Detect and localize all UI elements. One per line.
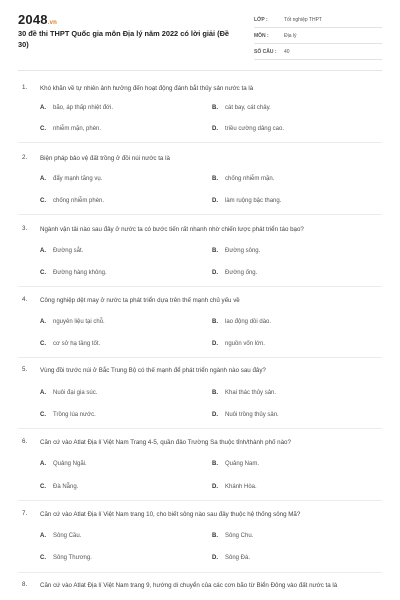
answer-option[interactable]: A. Đường sắt. bbox=[40, 248, 84, 254]
answer-option[interactable]: A. bão, áp thấp nhiệt đới. bbox=[40, 105, 113, 111]
logo-suffix-text: .vn bbox=[47, 20, 58, 26]
answer-option[interactable]: B. Quảng Nam. bbox=[212, 461, 260, 467]
question-divider bbox=[18, 357, 382, 358]
answer-option[interactable]: C. cơ sở hạ tầng tốt. bbox=[40, 341, 101, 347]
question-text: Ngành vận tải nào sau đây ở nước ta có bước tiến rất nhanh nhờ chiến lược phát triển táo bạo? bbox=[40, 226, 304, 233]
answer-option[interactable]: B. chống nhiễm mặn. bbox=[212, 176, 275, 182]
answer-option[interactable]: D. Khánh Hòa. bbox=[212, 484, 257, 490]
meta-key: LỚP : bbox=[254, 16, 268, 23]
question-divider bbox=[18, 286, 382, 287]
question-number: 8. bbox=[22, 581, 28, 588]
question-number: 3. bbox=[22, 225, 28, 232]
question-text: Căn cứ vào Atlat Địa lí Việt Nam trang 10, cho biết sông nào sau đây thuộc hệ thống sông Mã? bbox=[40, 511, 301, 518]
answer-option[interactable]: D. Nuôi trồng thủy sản. bbox=[212, 412, 279, 418]
answer-option[interactable]: C. chống nhiễm phèn. bbox=[40, 198, 105, 204]
question-text: Vùng đồi trước núi ở Bắc Trung Bộ có thế mạnh để phát triển ngành nào sau đây? bbox=[40, 367, 266, 374]
question-divider bbox=[18, 142, 382, 143]
question-text: Công nghiệp dệt may ở nước ta phát triển dựa trên thế mạnh chủ yếu về bbox=[40, 297, 240, 304]
answer-option[interactable]: D. triều cường dâng cao. bbox=[212, 126, 284, 132]
question-text: Khó khăn về tự nhiên ảnh hưởng đến hoạt động đánh bắt thủy sản nước ta là bbox=[40, 85, 254, 92]
meta-key: MÔN : bbox=[254, 32, 269, 39]
answer-option[interactable]: A. đẩy mạnh tăng vụ. bbox=[40, 176, 103, 182]
question-number: 2. bbox=[22, 154, 28, 161]
logo-main-text: 2048 bbox=[18, 12, 48, 27]
answer-option[interactable]: D. làm ruộng bậc thang. bbox=[212, 198, 282, 204]
question-divider bbox=[18, 572, 382, 573]
answer-option[interactable]: D. Đường ống. bbox=[212, 270, 258, 276]
answer-option[interactable]: A. Quảng Ngãi. bbox=[40, 461, 87, 467]
answer-option[interactable]: B. lao động dồi dào. bbox=[212, 319, 272, 325]
answer-option[interactable]: C. Đường hàng không. bbox=[40, 270, 107, 276]
question-number: 5. bbox=[22, 366, 28, 373]
document-title: 30 đề thi THPT Quốc gia môn Địa lý năm 2022 có lời giải (Đề 30) bbox=[18, 29, 230, 49]
answer-option[interactable]: C. Đà Nẵng. bbox=[40, 484, 79, 490]
meta-value: Địa lý bbox=[284, 32, 297, 39]
answer-option[interactable]: A. Sông Cầu. bbox=[40, 533, 82, 539]
answer-option[interactable]: A. nguyên liệu tại chỗ. bbox=[40, 319, 105, 325]
answer-option[interactable]: B. Khai thác thủy sản. bbox=[212, 390, 277, 396]
answer-option[interactable]: D. nguồn vốn lớn. bbox=[212, 341, 265, 347]
answer-option[interactable]: C. Trồng lúa nước. bbox=[40, 412, 96, 418]
answer-option[interactable]: B. cát bay, cát chảy. bbox=[212, 105, 271, 111]
question-divider bbox=[18, 214, 382, 215]
answer-option[interactable]: B. Sông Chu. bbox=[212, 533, 254, 539]
question-divider bbox=[18, 500, 382, 501]
answer-option[interactable]: C. nhiễm mặn, phèn. bbox=[40, 126, 102, 132]
answer-option[interactable]: A. Nuôi đại gia súc. bbox=[40, 390, 98, 396]
meta-value: 40 bbox=[284, 48, 290, 55]
question-text: Căn cứ vào Atlat Địa lí Việt Nam trang 9, hướng di chuyển của các cơn bão từ Biển Đông vào đất nước ta là bbox=[40, 582, 338, 589]
question-number: 6. bbox=[22, 438, 28, 445]
question-number: 4. bbox=[22, 296, 28, 303]
meta-value: Tốt nghiệp THPT bbox=[284, 16, 322, 23]
answer-option[interactable]: C. Sông Thương. bbox=[40, 555, 92, 561]
meta-key: SỐ CÂU : bbox=[254, 48, 277, 55]
answer-option[interactable]: B. Đường sông. bbox=[212, 248, 261, 254]
question-number: 7. bbox=[22, 510, 28, 517]
question-text: Biện pháp bảo vệ đất trồng ở đồi núi nước ta là bbox=[40, 155, 170, 162]
question-number: 1. bbox=[22, 84, 28, 91]
question-text: Căn cứ vào Atlat Địa lí Việt Nam Trang 4-5, quần đảo Trường Sa thuộc tỉnh/thành phố nào? bbox=[40, 439, 291, 446]
question-divider bbox=[18, 428, 382, 429]
answer-option[interactable]: D. Sông Đà. bbox=[212, 555, 251, 561]
